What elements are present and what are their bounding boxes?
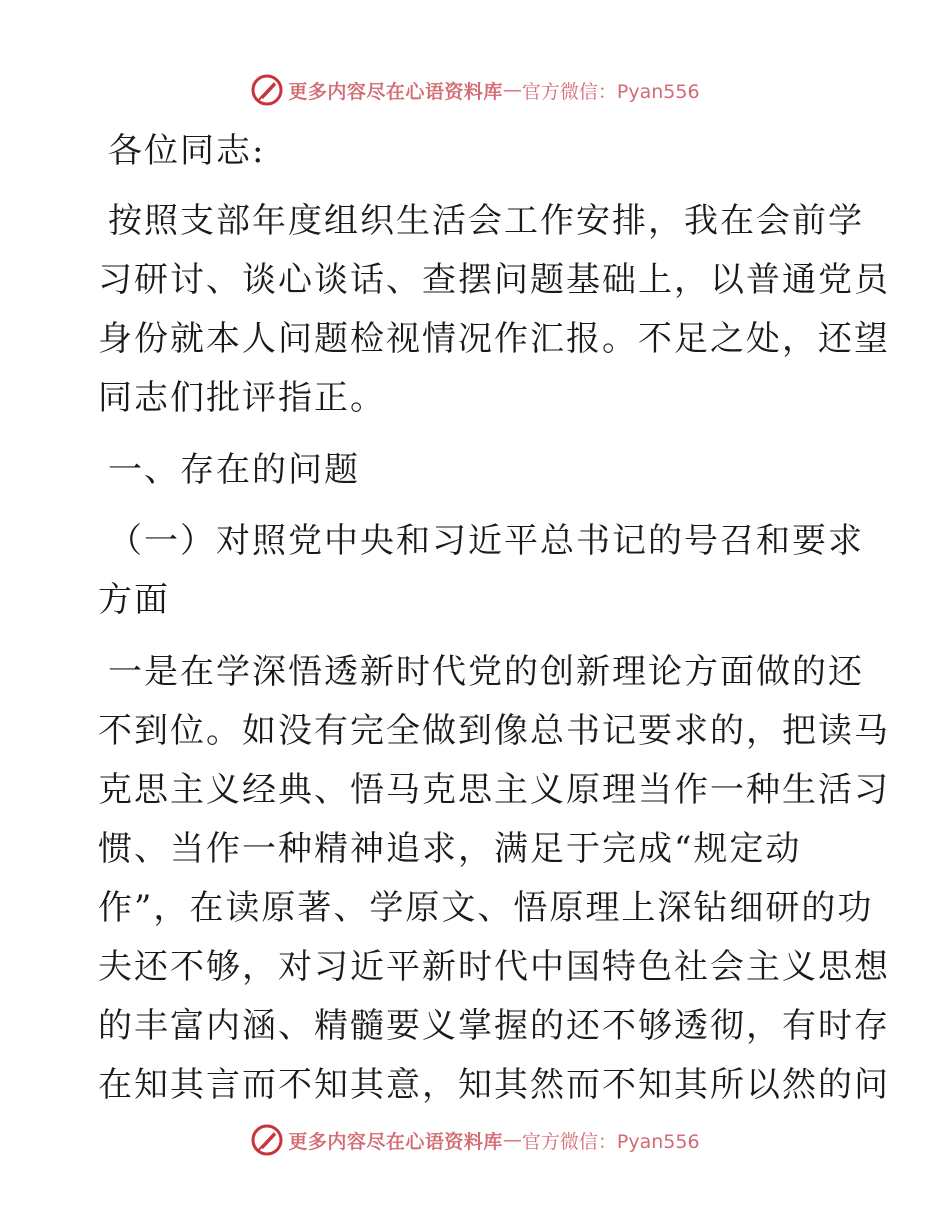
banner-main-text: 更多内容尽在心语资料库	[288, 1130, 503, 1153]
section-heading: 一、存在的问题	[108, 450, 360, 490]
banner-main-text: 更多内容尽在心语资料库	[288, 80, 503, 103]
subsection-heading	[98, 512, 864, 630]
point-line: 一是在学深悟透新时代党的创新理论方面做的还	[108, 652, 864, 692]
intro-line: 同志们批评指正。	[98, 378, 386, 418]
point-line: 惯、当作一种精神追求，满足于完成“规定动	[98, 829, 802, 869]
quill-pen-logo-icon	[250, 73, 284, 107]
subsection-heading-line: （一）对照党中央和习近平总书记的号召和要求	[108, 521, 864, 561]
greeting: 各位同志:	[108, 131, 266, 171]
banner-dash: —	[502, 79, 522, 101]
intro-line: 习研讨、谈心谈话、查摆问题基础上，以普通党员	[98, 260, 890, 300]
intro-line: 身份就本人问题检视情况作汇报。不足之处，还望	[98, 319, 890, 359]
banner-wechat-text: 官方微信：Pyan556	[521, 80, 700, 103]
intro-line: 按照支部年度组织生活会工作安排，我在会前学	[108, 201, 864, 241]
point-line: 在知其言而不知其意，知其然而不知其所以然的问	[98, 1065, 890, 1105]
banner-wechat-text: 官方微信：Pyan556	[521, 1130, 700, 1153]
footer-watermark-banner	[0, 1120, 950, 1160]
point-line: 克思主义经典、悟马克思主义原理当作一种生活习	[98, 770, 890, 810]
point-line: 夫还不够，对习近平新时代中国特色社会主义思想	[98, 947, 890, 987]
point-line: 不到位。如没有完全做到像总书记要求的，把读马	[98, 711, 890, 751]
point-paragraph	[98, 643, 890, 1115]
quill-pen-logo-icon	[250, 1123, 284, 1157]
header-watermark-banner	[0, 70, 950, 110]
subsection-heading-line: 方面	[98, 580, 170, 620]
point-line: 作”，在读原著、学原文、悟原理上深钻细研的功	[98, 888, 874, 928]
document-body	[98, 122, 890, 1115]
point-line: 的丰富内涵、精髓要义掌握的还不够透彻，有时存	[98, 1006, 890, 1046]
banner-dash: —	[502, 1129, 522, 1151]
intro-paragraph	[98, 192, 890, 428]
